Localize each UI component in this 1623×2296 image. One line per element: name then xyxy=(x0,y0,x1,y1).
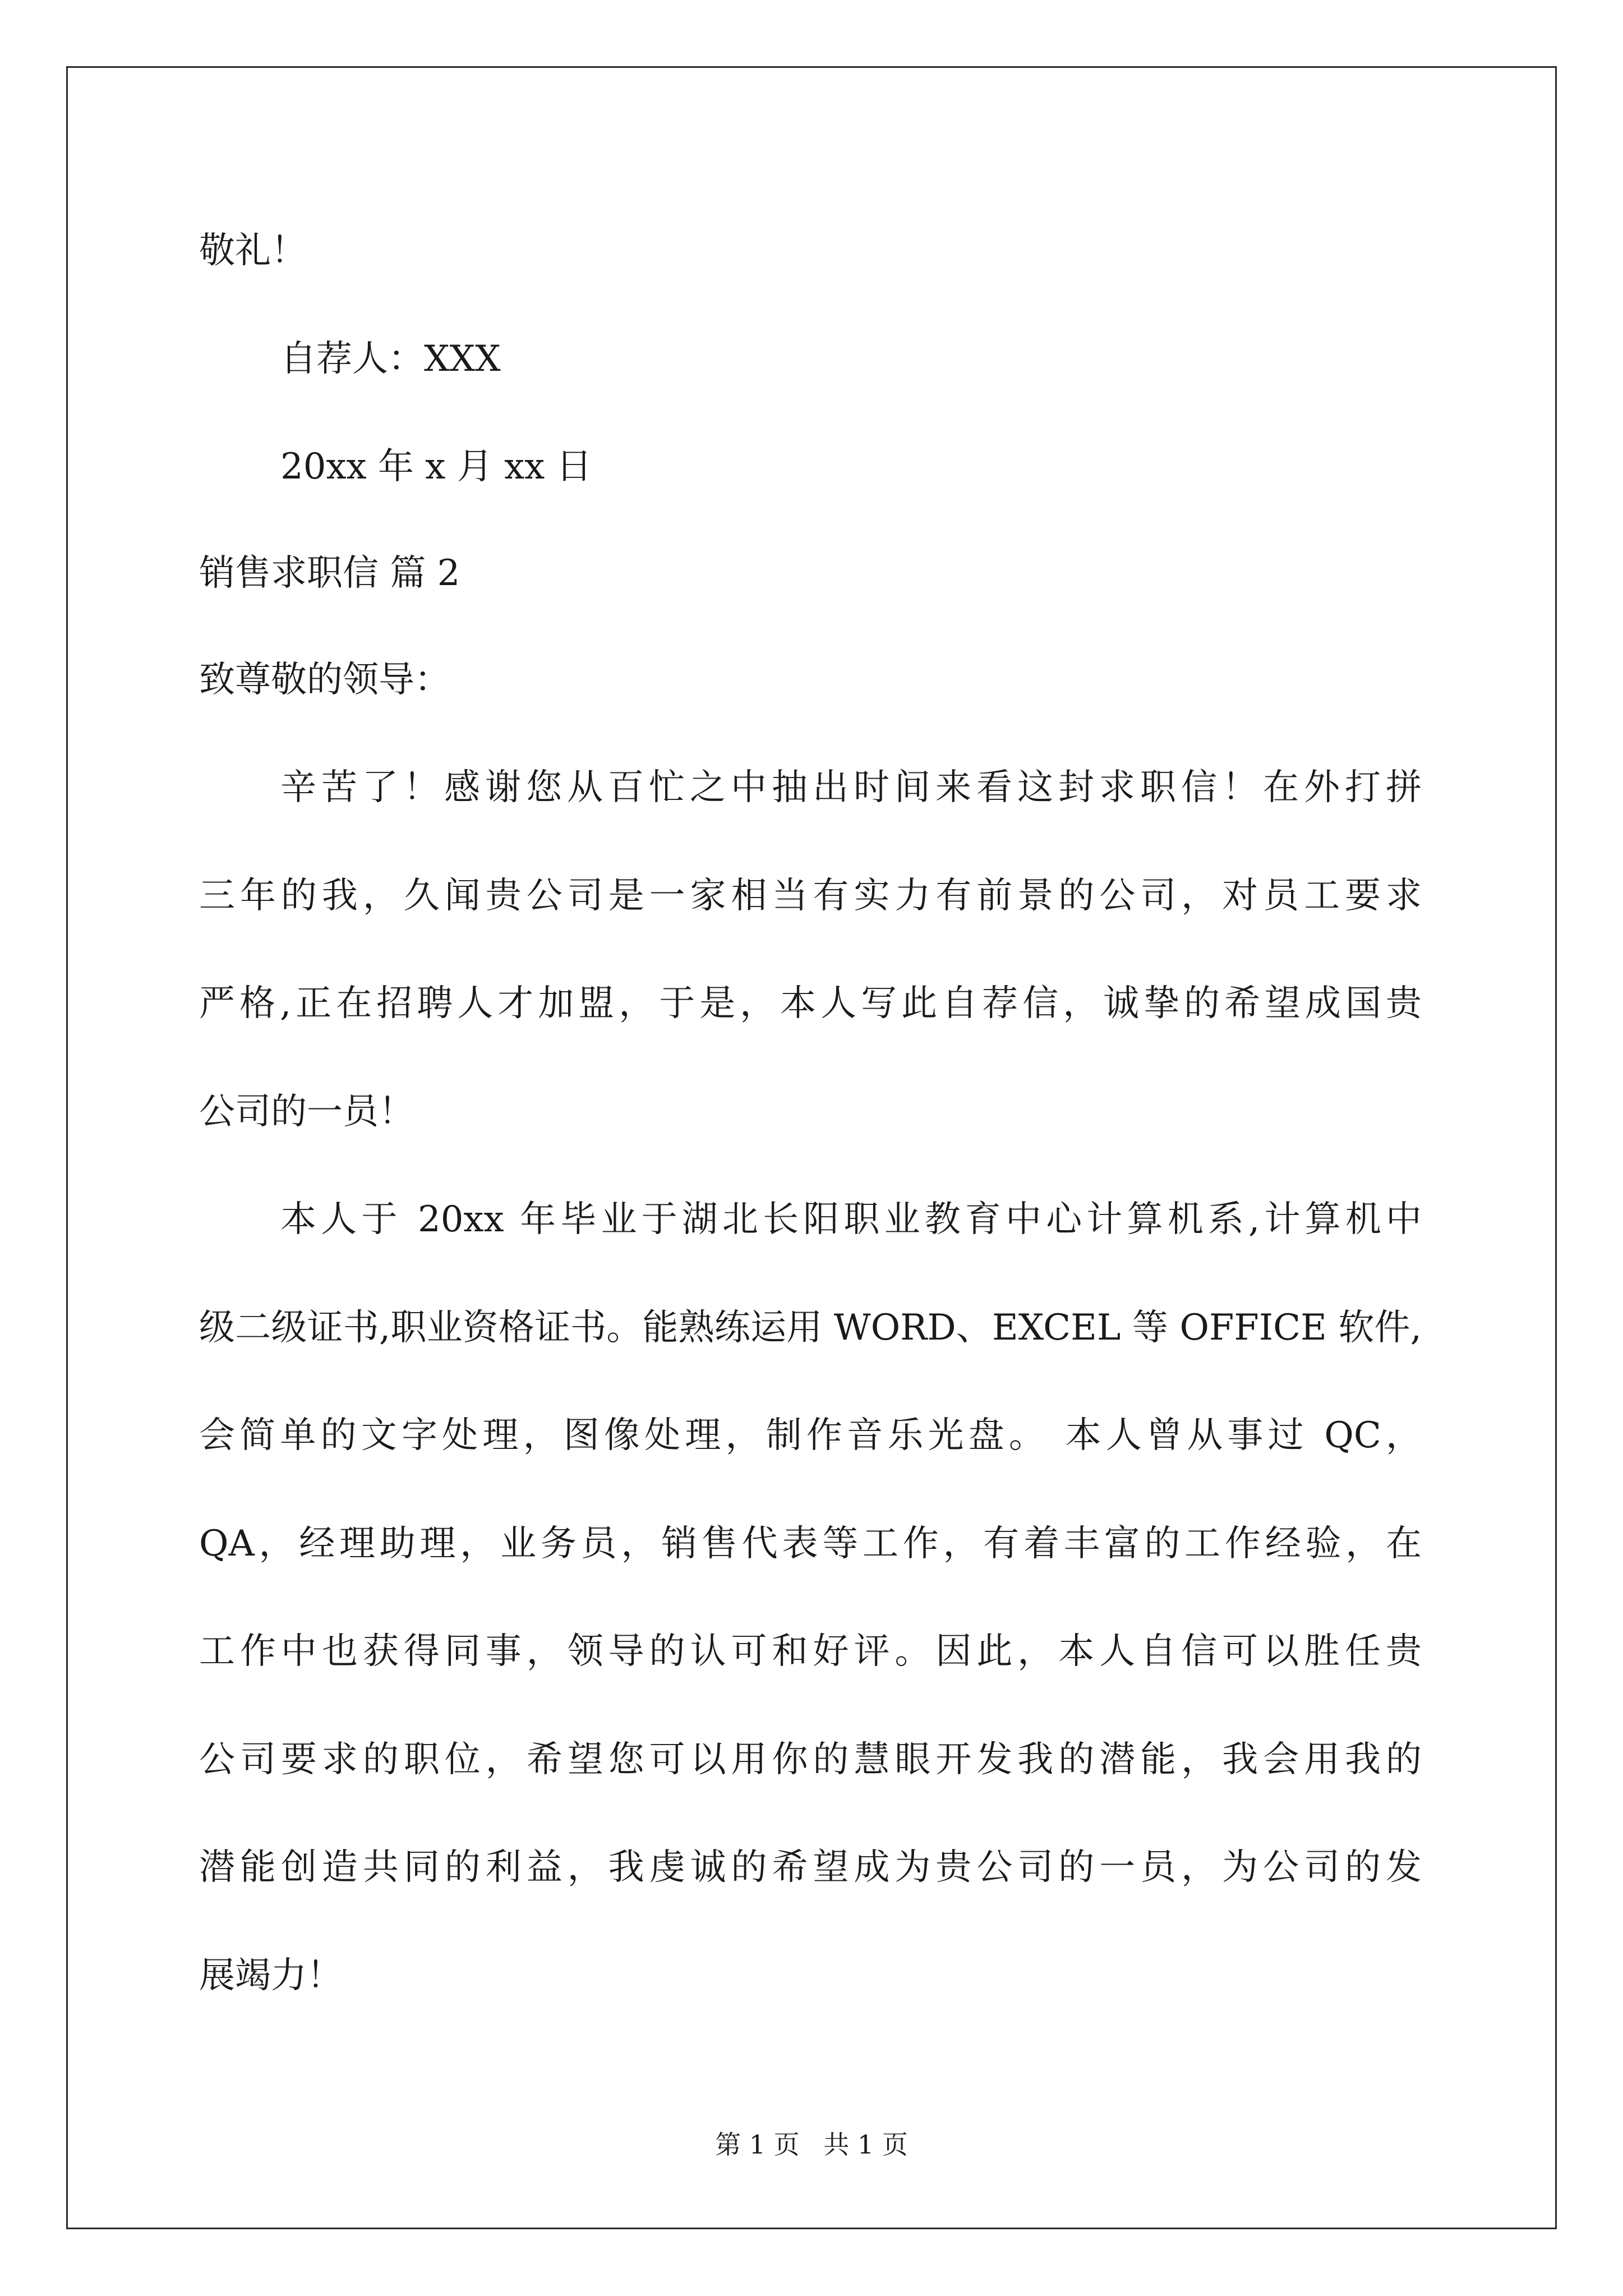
paragraph2-line: QA，经理助理，业务员，销售代表等工作，有着丰富的工作经验，在 xyxy=(199,1523,1422,1565)
page-border xyxy=(66,66,1557,2229)
letter-greeting: 致尊敬的领导： xyxy=(199,659,450,701)
paragraph1-line: 公司的一员！ xyxy=(199,1091,414,1133)
date-line: 20xx 年 x 月 xx 日 xyxy=(280,446,592,487)
paragraph2-line: 会简单的文字处理，图像处理，制作音乐光盘。 本人曾从事过 QC， xyxy=(199,1415,1422,1456)
paragraph1-line: 三年的我，久闻贵公司是一家相当有实力有前景的公司，对员工要求 xyxy=(199,875,1422,917)
paragraph1-line: 辛苦了！感谢您从百忙之中抽出时间来看这封求职信！在外打拼 xyxy=(280,767,1422,808)
signature-line: 自荐人：XXX xyxy=(280,338,501,380)
paragraph2-line: 工作中也获得同事，领导的认可和好评。因此，本人自信可以胜任贵 xyxy=(199,1631,1422,1672)
paragraph2-line: 展竭力！ xyxy=(199,1955,343,1996)
page-footer xyxy=(0,2129,1623,2160)
page-number: 第 1 页 xyxy=(715,2129,800,2160)
paragraph2-line: 公司要求的职位，希望您可以用你的慧眼开发我的潜能，我会用我的 xyxy=(199,1739,1422,1780)
section-heading: 销售求职信 篇 2 xyxy=(199,553,460,594)
paragraph2-line: 潜能创造共同的利益，我虔诚的希望成为贵公司的一员，为公司的发 xyxy=(199,1847,1422,1888)
paragraph1-line: 严格,正在招聘人才加盟，于是，本人写此自荐信，诚挚的希望成国贵 xyxy=(199,983,1422,1024)
closing-salute: 敬礼！ xyxy=(199,230,307,272)
page-total: 共 1 页 xyxy=(823,2129,908,2160)
paragraph2-line: 级二级证书,职业资格证书。能熟练运用 WORD、EXCEL 等 OFFICE 软件, xyxy=(199,1307,1422,1349)
paragraph2-line: 本人于 20xx 年毕业于湖北长阳职业教育中心计算机系,计算机中 xyxy=(280,1199,1422,1240)
